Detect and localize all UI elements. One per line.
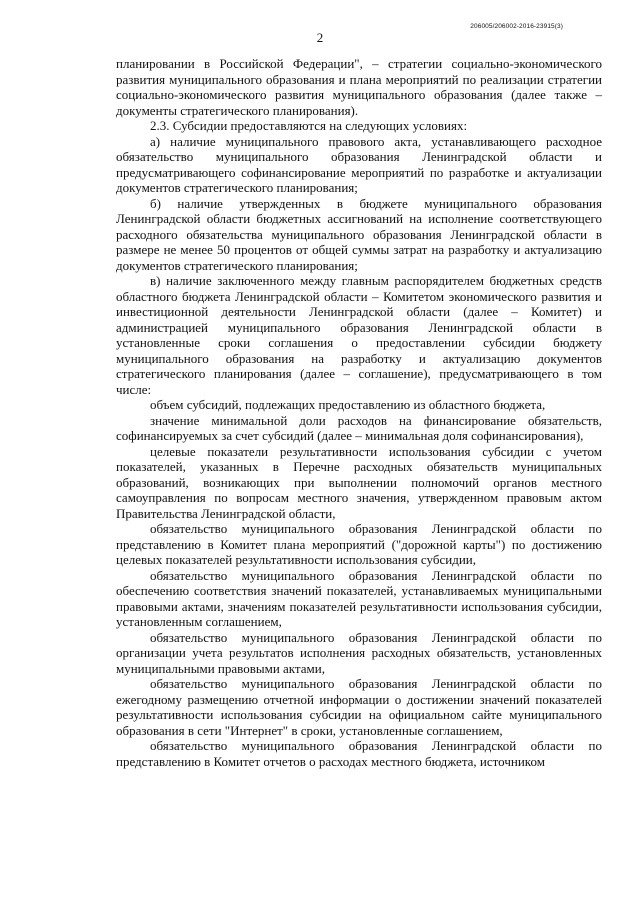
paragraph: значение минимальной доли расходов на финансирование обязательств, софинансируемых за счет субсидий (далее – минимальная доля софинансирования),: [116, 412, 602, 443]
paragraph: б) наличие утвержденных в бюджете муниципального образования Ленинградской области бюджетных ассигнований на исполнение соответствующего расходного обязательства муниципального образования Ленинградской области в размере не менее 50 процентов от общей суммы затрат на разработку и актуализацию документов стратегического планирования;: [116, 195, 602, 273]
paragraph: а) наличие муниципального правового акта, устанавливающего расходное обязательство муниципального образования Ленинградской области и предусматривающего софинансирование мероприятий по разработке и актуализации документов стратегического планирования;: [116, 133, 602, 195]
document-body: [116, 56, 602, 769]
paragraph: обязательство муниципального образования Ленинградской области по представлению в Комитет отчетов о расходах местного бюджета, источником: [116, 738, 602, 769]
paragraph: целевые показатели результативности использования субсидии с учетом показателей, указанных в Перечне расходных обязательств муниципальных образований, возникающих при выполнении полномочий органов местного самоуправления по вопросам местного значения, утвержденном правовым актом Правительства Ленинградской области,: [116, 443, 602, 521]
document-id: 206005/206002-2016-23915(3): [470, 23, 563, 30]
paragraph: обязательство муниципального образования Ленинградской области по ежегодному размещению отчетной информации о достижении значений показателей результативности использования субсидии на официальном сайте муниципального образования в сети "Интернет" в сроки, установленные соглашением,: [116, 676, 602, 738]
paragraph: планировании в Российской Федерации", – стратегии социально-экономического развития муниципального образования и плана мероприятий по реализации стратегии социально-экономического развития муниципального образования (далее также – документы стратегического планирования).: [116, 56, 602, 118]
paragraph: в) наличие заключенного между главным распорядителем бюджетных средств областного бюджета Ленинградской области – Комитетом экономического развития и инвестиционной деятельности Ленинградской области (далее – Комитет) и администрацией муниципального образования Ленинградской области в установленные сроки соглашения о предоставлении субсидии бюджету муниципального образования на разработку и актуализацию документов стратегического планирования (далее – соглашение), предусматривающего в том числе:: [116, 273, 602, 397]
paragraph: объем субсидий, подлежащих предоставлению из областного бюджета,: [150, 397, 546, 412]
paragraph: обязательство муниципального образования Ленинградской области по организации учета результатов исполнения расходных обязательств, установленных муниципальными правовыми актами,: [116, 629, 602, 676]
page-number: 2: [316, 30, 324, 45]
paragraph: обязательство муниципального образования Ленинградской области по представлению в Комитет плана мероприятий ("дорожной карты") по достижению целевых показателей результативности использования субсидии,: [116, 521, 602, 567]
paragraph: 2.3. Субсидии предоставляются на следующих условиях:: [150, 118, 468, 133]
paragraph: обязательство муниципального образования Ленинградской области по обеспечению соответствия значений показателей, устанавливаемых муниципальными правовыми актами, значениям показателей результативности использования субсидии, установленным соглашением,: [116, 567, 602, 629]
